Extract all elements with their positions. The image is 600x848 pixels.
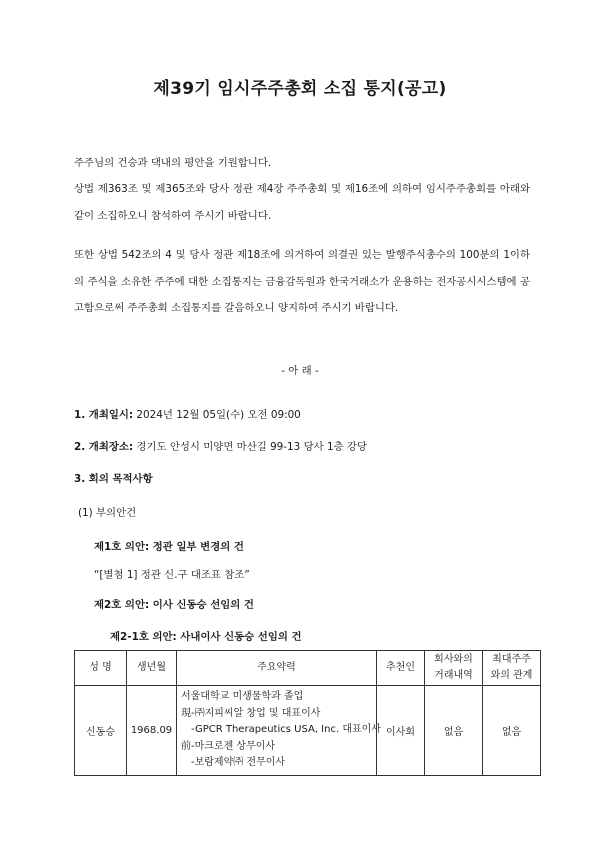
meeting-place-label: 2. 개최장소: [74, 441, 134, 453]
header-career: 주요약력 [177, 651, 377, 686]
header-relation-line1: 최대주주 [492, 654, 531, 665]
cell-name: 신동승 [75, 686, 127, 776]
cell-recommender: 이사회 [377, 686, 425, 776]
meeting-date-label: 1. 개최일시: [74, 409, 134, 421]
career-line: -GPCR Therapeutics USA, Inc. 대표이사 [191, 724, 381, 735]
cell-transactions: 없음 [425, 686, 483, 776]
header-recommender: 추천인 [377, 651, 425, 686]
career-line: 前-마크로젠 상무이사 [181, 740, 276, 752]
meeting-place-value: 경기도 안성시 미양면 마산길 99-13 당사 1층 강당 [133, 441, 367, 453]
agenda-1-title: 제1호 의안: 정관 일부 변경의 건 [94, 541, 244, 553]
header-birth: 생년월 [127, 651, 177, 686]
meeting-date-value: 2024년 12월 05일(수) 오전 09:00 [133, 409, 301, 421]
meeting-place [74, 438, 367, 453]
header-transactions-line1: 회사와의 [434, 654, 473, 665]
greeting-paragraph: 주주님의 건승과 댁내의 평안을 기원합니다. [74, 157, 272, 169]
agenda-section-heading: (1) 부의안건 [78, 507, 137, 519]
header-relation-line2: 와의 관계 [490, 670, 533, 681]
header-transactions [425, 651, 483, 686]
table-row [75, 686, 541, 776]
agenda-2-title: 제2호 의안: 이사 신동승 선임의 건 [94, 599, 254, 611]
career-line: 서울대학교 미생물학과 졸업 [181, 691, 304, 702]
header-relation [483, 651, 541, 686]
cell-relation: 없음 [483, 686, 541, 776]
candidate-table-header-row [75, 651, 541, 686]
meeting-date [74, 406, 301, 421]
intro-paragraph: 상법 제363조 및 제365조와 당사 정관 제4장 주주총회 및 제16조에 의하여 임시주주총회를 아래와 같이 소집하오니 참석하여 주시기 바랍니다. [74, 183, 530, 222]
career-line: -보람제약㈜ 전무이사 [191, 757, 286, 768]
header-transactions-line2: 거래내역 [434, 670, 473, 681]
agenda-2-1-title: 제2-1호 의안: 사내이사 신동승 선임의 건 [110, 631, 302, 643]
header-name: 성 명 [75, 651, 127, 686]
cell-career [177, 686, 381, 776]
notice-paragraph: 또한 상법 542조의 4 및 당사 정관 제18조에 의거하여 의결권 있는 발행주식총수의 100분의 1이하의 주식을 소유한 주주에 대한 소집통지는 금융감독원과 한국거래소가 운용하는 전자공시시스템에 공고함으로써 주주총회 소집통지를 갈음하오니 양지하여 주시기 바랍니다. [74, 249, 530, 315]
page-title: 제39기 임시주주총회 소집 통지(공고) [153, 79, 447, 99]
meeting-purpose-heading: 3. 회의 목적사항 [74, 473, 153, 485]
cell-birth: 1968.09 [127, 686, 177, 776]
agenda-1-reference: “[별첨 1] 정관 신.구 대조표 참조” [94, 569, 250, 581]
section-separator: - 아 래 - [281, 365, 319, 377]
career-line: 現-㈜지피씨알 창업 및 대표이사 [181, 707, 321, 719]
candidate-table [74, 650, 541, 776]
